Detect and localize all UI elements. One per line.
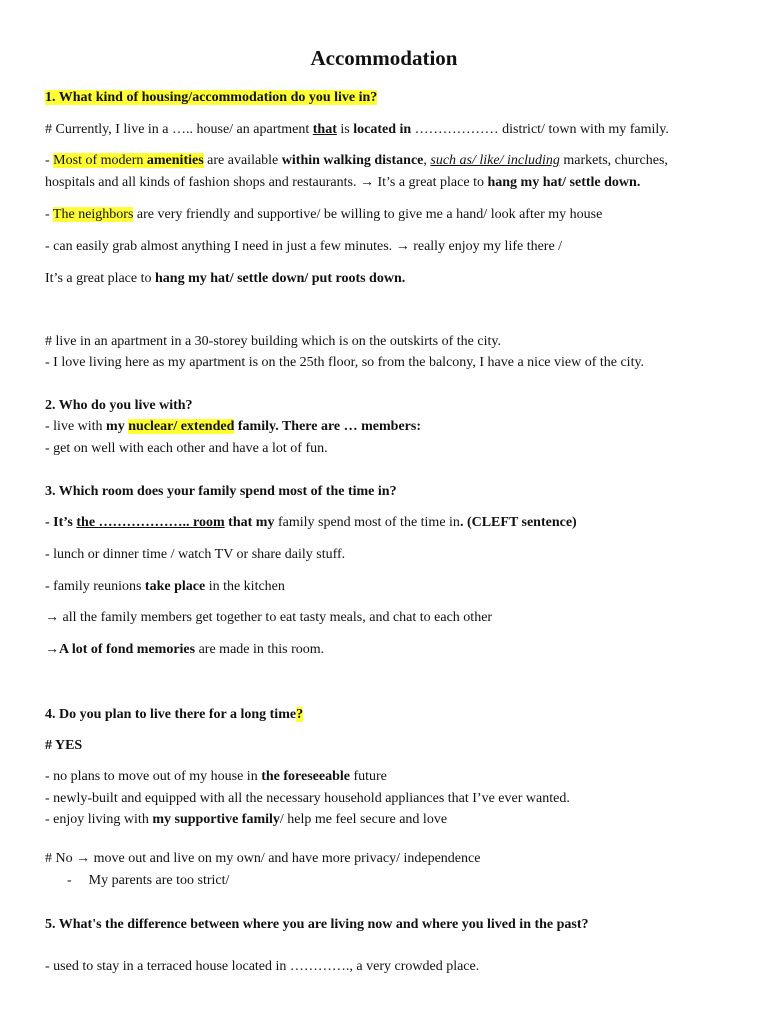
q2-line-1: - live with my nuclear/ extended family. There are … members: — [45, 419, 422, 434]
q5-line-1: - used to stay in a terraced house located in …………., a very crowded place. — [45, 959, 480, 974]
arrow-right-icon: → — [359, 175, 374, 190]
q1-line-8: - I love living here as my apartment is on the 25th floor, so from the balcony, I have a nice view of the city. — [45, 355, 645, 370]
q4-line-4: # No → move out and live on my own/ and have more privacy/ independence — [45, 851, 481, 866]
question-4: 4. Do you plan to live there for a long time? — [45, 707, 304, 722]
q1-line-7: # live in an apartment in a 30-storey building which is on the outskirts of the city. — [45, 334, 501, 349]
q3-line-5: →A lot of fond memories are made in this room. — [45, 642, 325, 657]
q3-line-2: - lunch or dinner time / watch TV or share daily stuff. — [45, 547, 346, 562]
page-title: Accommodation — [310, 46, 458, 70]
question-2-text: 2. Who do you live with? — [45, 398, 193, 413]
q4-yes: # YES — [45, 738, 83, 753]
q4-line-3: - enjoy living with my supportive family/ help me feel secure and love — [45, 812, 448, 827]
q3-line-3: - family reunions take place in the kitchen — [45, 579, 285, 594]
bullet-dash: - — [67, 873, 72, 888]
arrow-right-icon: → — [395, 239, 410, 254]
q2-line-2: - get on well with each other and have a lot of fun. — [45, 441, 328, 456]
question-5-text: 5. What's the difference between where you are living now and where you lived in the past? — [45, 917, 589, 932]
arrow-right-icon: → — [45, 642, 59, 657]
arrow-right-icon: → — [76, 851, 91, 866]
q4-line-2: - newly-built and equipped with all the necessary household appliances that I’ve ever wanted. — [45, 791, 570, 806]
q3-line-4: → all the family members get together to eat tasty meals, and chat to each other — [45, 610, 493, 625]
question-3 — [45, 483, 397, 501]
q1-line-2: - Most of modern amenities are available within walking distance, such as/ like/ including markets, churches, — [45, 153, 668, 168]
question-1 — [45, 89, 377, 107]
question-3-text: 3. Which room does your family spend most of the time in? — [45, 484, 397, 499]
q4-line-5: - My parents are too strict/ — [67, 873, 230, 888]
q1-line-4: - The neighbors are very friendly and supportive/ be willing to give me a hand/ look after my house — [45, 207, 603, 222]
q4-line-1: - no plans to move out of my house in the foreseeable future — [45, 769, 387, 784]
q1-line-6: It’s a great place to hang my hat/ settle down/ put roots down. — [45, 271, 406, 286]
question-1-text: 1. What kind of housing/accommodation do you live in? — [45, 90, 378, 105]
q3-line-1: - It’s the ……………….. room that my family spend most of the time in. (CLEFT sentence) — [45, 515, 577, 530]
q1-line-3: hospitals and all kinds of fashion shops and restaurants. → It’s a great place to hang my hat/ settle down. — [45, 175, 641, 190]
q1-line-5: - can easily grab almost anything I need in just a few minutes. → really enjoy my life there / — [45, 239, 563, 254]
q1-line-1: # Currently, I live in a ….. house/ an apartment that is located in ……………… district/ town with my family. — [45, 122, 669, 137]
question-2 — [45, 397, 193, 415]
arrow-right-icon: → — [45, 610, 59, 625]
question-5 — [45, 916, 589, 934]
